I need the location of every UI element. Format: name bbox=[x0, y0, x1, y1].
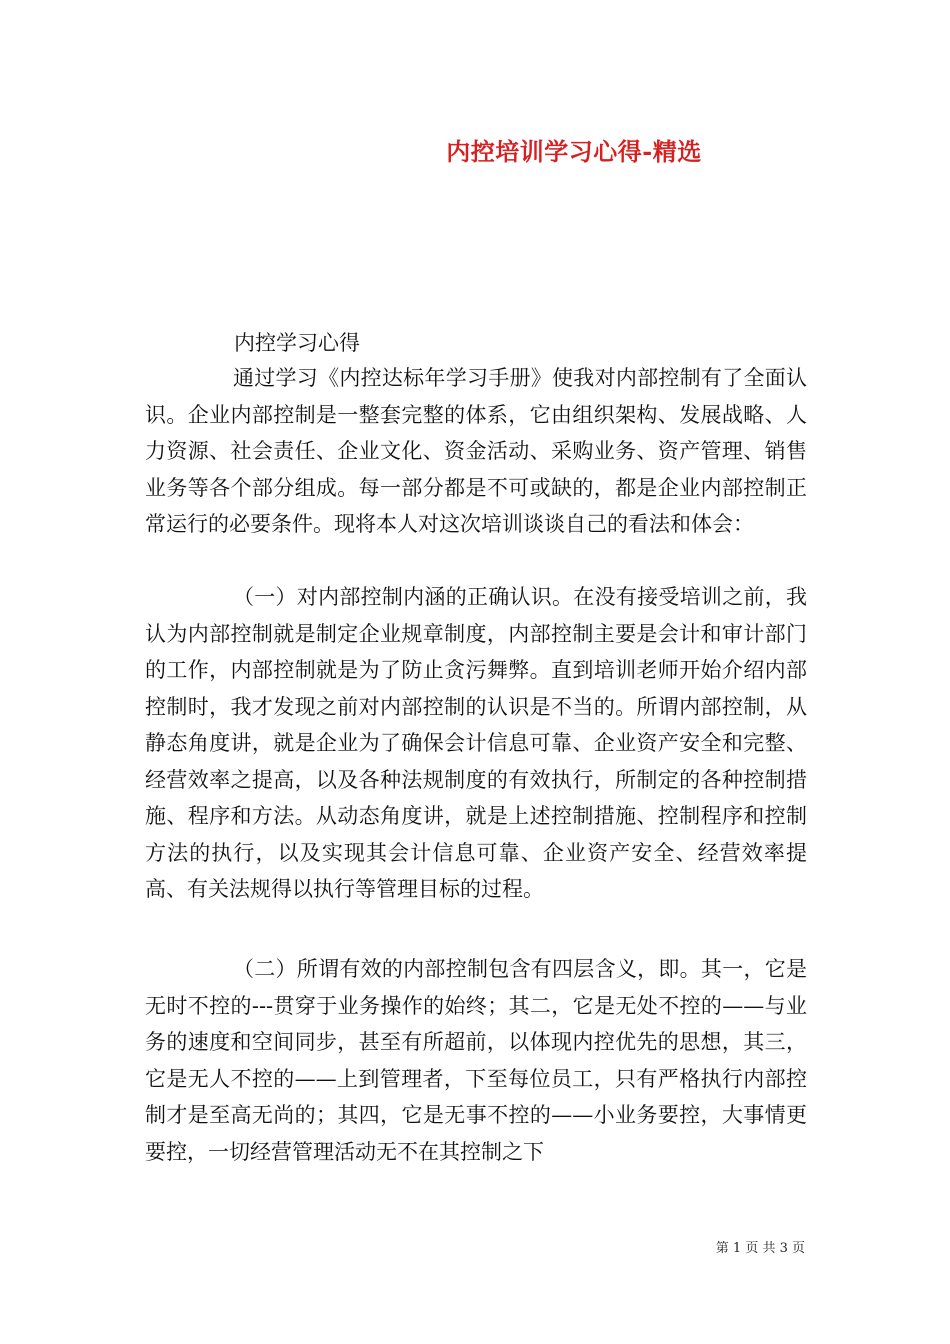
paragraph-point-two: （二）所谓有效的内部控制包含有四层含义，即。其一，它是无时不控的---贯穿于业务操作的始终；其二，它是无处不控的——与业务的速度和空间同步，甚至有所超前，以体现内控优先的思想，其三，它是无人不控的——上到管理者，下至每位员工，只有严格执行内部控制才是至高无尚的；其四，它是无事不控的——小业务要控，大事情更要控，一切经营管理活动无不在其控制之下 bbox=[145, 957, 807, 1164]
section-heading: 内控学习心得 bbox=[234, 331, 360, 355]
page-number-footer: 第 1 页 共 3 页 bbox=[715, 1241, 805, 1256]
paragraph-intro: 通过学习《内控达标年学习手册》使我对内部控制有了全面认识。企业内部控制是一整套完整的体系，它由组织架构、发展战略、人力资源、社会责任、企业文化、资金活动、采购业务、资产管理、销售业务等各个部分组成。每一部分都是不可或缺的，都是企业内部控制正常运行的必要条件。现将本人对这次培训谈谈自己的看法和体会： bbox=[145, 366, 807, 536]
paragraph-point-one: （一）对内部控制内涵的正确认识。在没有接受培训之前，我认为内部控制就是制定企业规章制度，内部控制主要是会计和审计部门的工作，内部控制就是为了防止贪污舞弊。直到培训老师开始介绍内部控制时，我才发现之前对内部控制的认识是不当的。所谓内部控制，从静态角度讲，就是企业为了确保会计信息可靠、企业资产安全和完整、经营效率之提高，以及各种法规制度的有效执行，所制定的各种控制措施、程序和方法。从动态角度讲，就是上述控制措施、控制程序和控制方法的执行，以及实现其会计信息可靠、企业资产安全、经营效率提高、有关法规得以执行等管理目标的过程。 bbox=[145, 585, 807, 901]
document-title: 内控培训学习心得-精选 bbox=[446, 137, 702, 166]
